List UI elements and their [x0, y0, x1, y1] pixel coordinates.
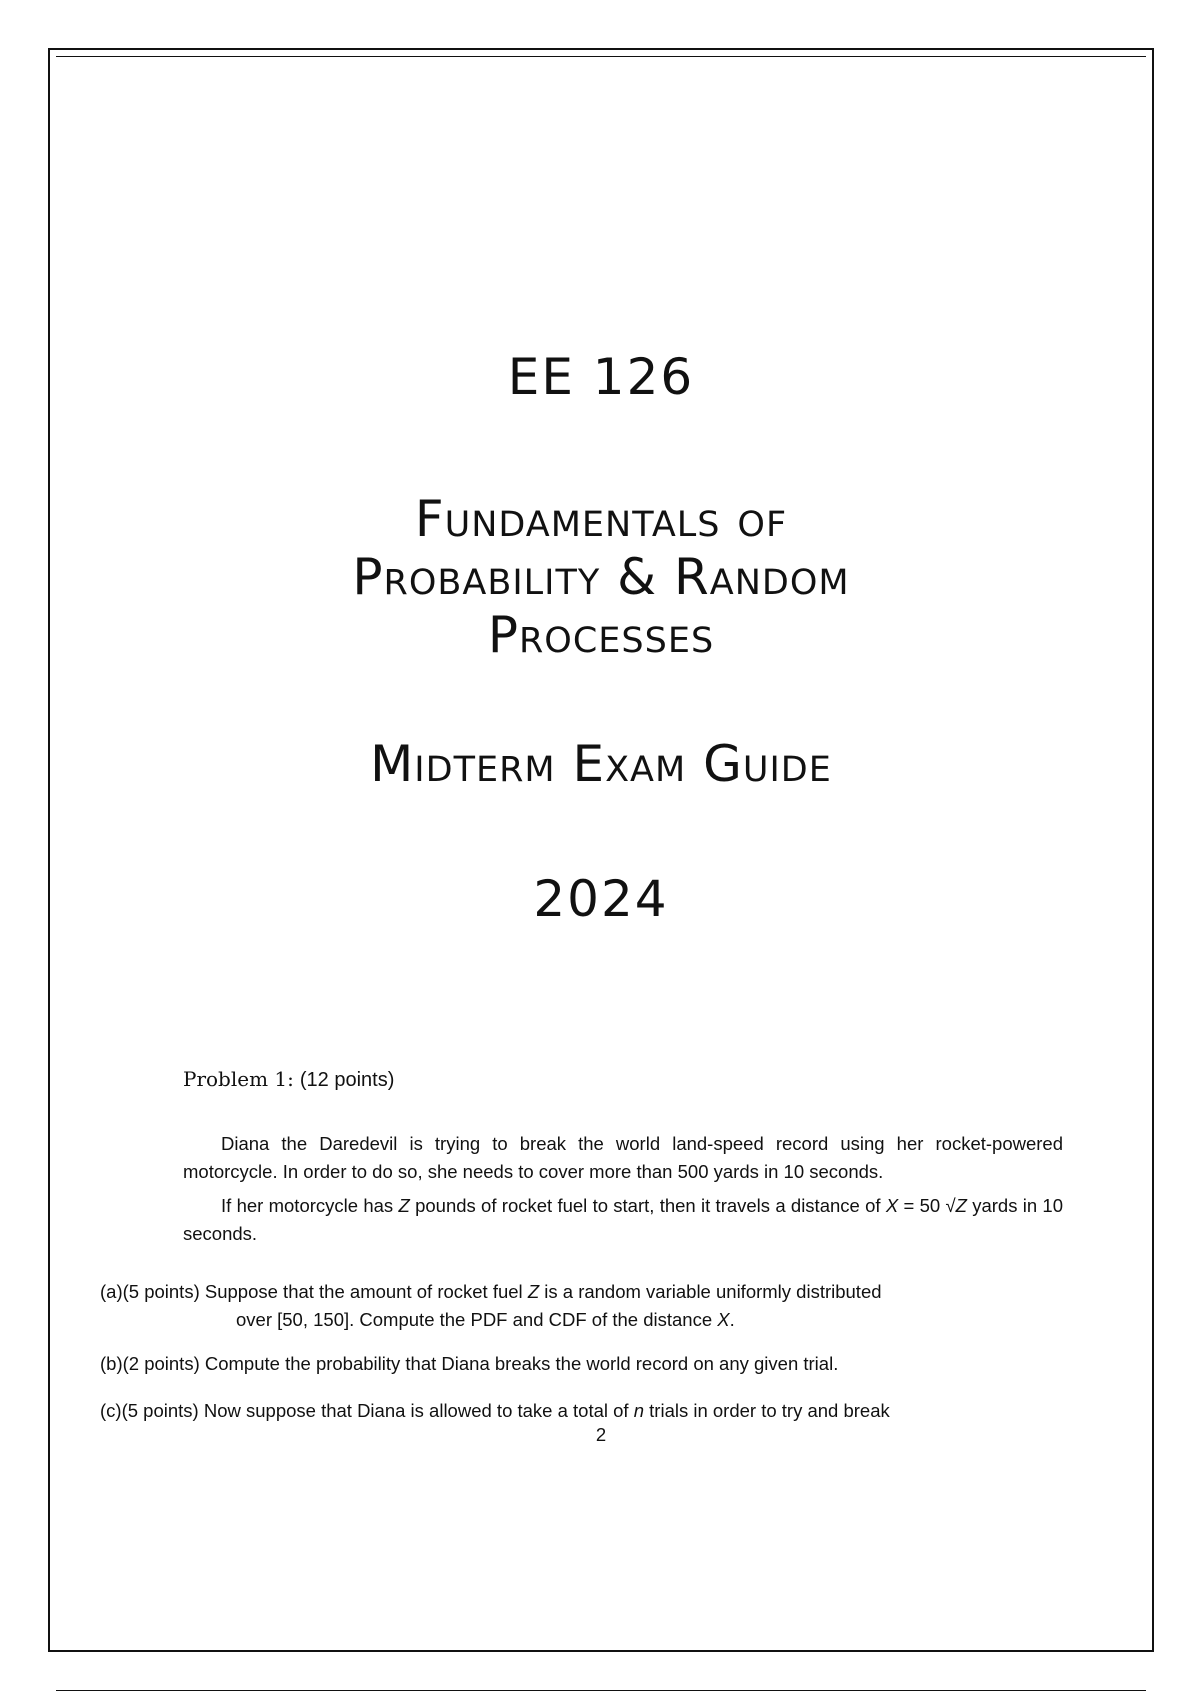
- fuel-text-2: pounds of rocket fuel to start, then it travels a distance of: [409, 1195, 886, 1216]
- problem-points: (12 points): [299, 1069, 395, 1091]
- page-number: 2: [595, 1424, 607, 1445]
- fuel-text-1: If her motorcycle has: [221, 1195, 399, 1216]
- part-a-label: (a)(5 points): [100, 1281, 200, 1302]
- part-a-var-x: X: [717, 1309, 730, 1330]
- distance-equation: = 50 √: [898, 1195, 956, 1216]
- fuel-text-3: yards in 10 seconds.: [183, 1195, 1064, 1244]
- problem-label: Problem 1:: [183, 1067, 294, 1091]
- part-c-var-n: n: [633, 1400, 645, 1421]
- part-c: [100, 1397, 1068, 1425]
- course-title: [48, 490, 1154, 664]
- var-z-sqrt: Z: [955, 1195, 967, 1216]
- course-code: EE 126: [507, 348, 695, 406]
- problem-fuel-statement: [183, 1192, 1063, 1248]
- part-a-text-2: is a random variable uniformly distributed: [539, 1281, 882, 1302]
- bottom-rule: [56, 1690, 1146, 1691]
- part-a-text-4: .: [729, 1309, 735, 1330]
- exam-name: Midterm Exam Guide: [370, 735, 832, 793]
- part-a-text-1: Suppose that the amount of rocket fuel: [204, 1281, 528, 1302]
- part-b: [100, 1350, 1068, 1378]
- part-b-text: Compute the probability that Diana breaks the world record on any given trial.: [204, 1353, 839, 1374]
- course-title-line-2: Probability & Random: [352, 548, 850, 606]
- var-x: X: [885, 1195, 899, 1216]
- part-c-text-2: trials in order to try and break: [644, 1400, 890, 1421]
- part-b-label: (b)(2 points): [100, 1353, 200, 1374]
- part-c-label: (c)(5 points): [100, 1400, 199, 1421]
- problem-heading: [183, 1067, 394, 1092]
- problem-intro: Diana the Daredevil is trying to break the world land-speed record using her rocket-powered motorcycle. In order to do so, she needs to cover more than 500 yards in 10 seconds.: [183, 1133, 1063, 1182]
- part-a-text-3: over [50, 150]. Compute the PDF and CDF of the distance: [236, 1309, 718, 1330]
- part-a-var-z: Z: [527, 1281, 540, 1302]
- top-rule: [56, 56, 1146, 57]
- part-c-text-1: Now suppose that Diana is allowed to take a total of: [203, 1400, 634, 1421]
- var-z: Z: [398, 1195, 410, 1216]
- course-title-line-3: Processes: [487, 606, 715, 664]
- part-a-continuation: [100, 1306, 1068, 1334]
- course-title-line-1: Fundamentals of: [414, 490, 788, 548]
- exam-year: 2024: [533, 870, 669, 928]
- part-a: [100, 1278, 1068, 1334]
